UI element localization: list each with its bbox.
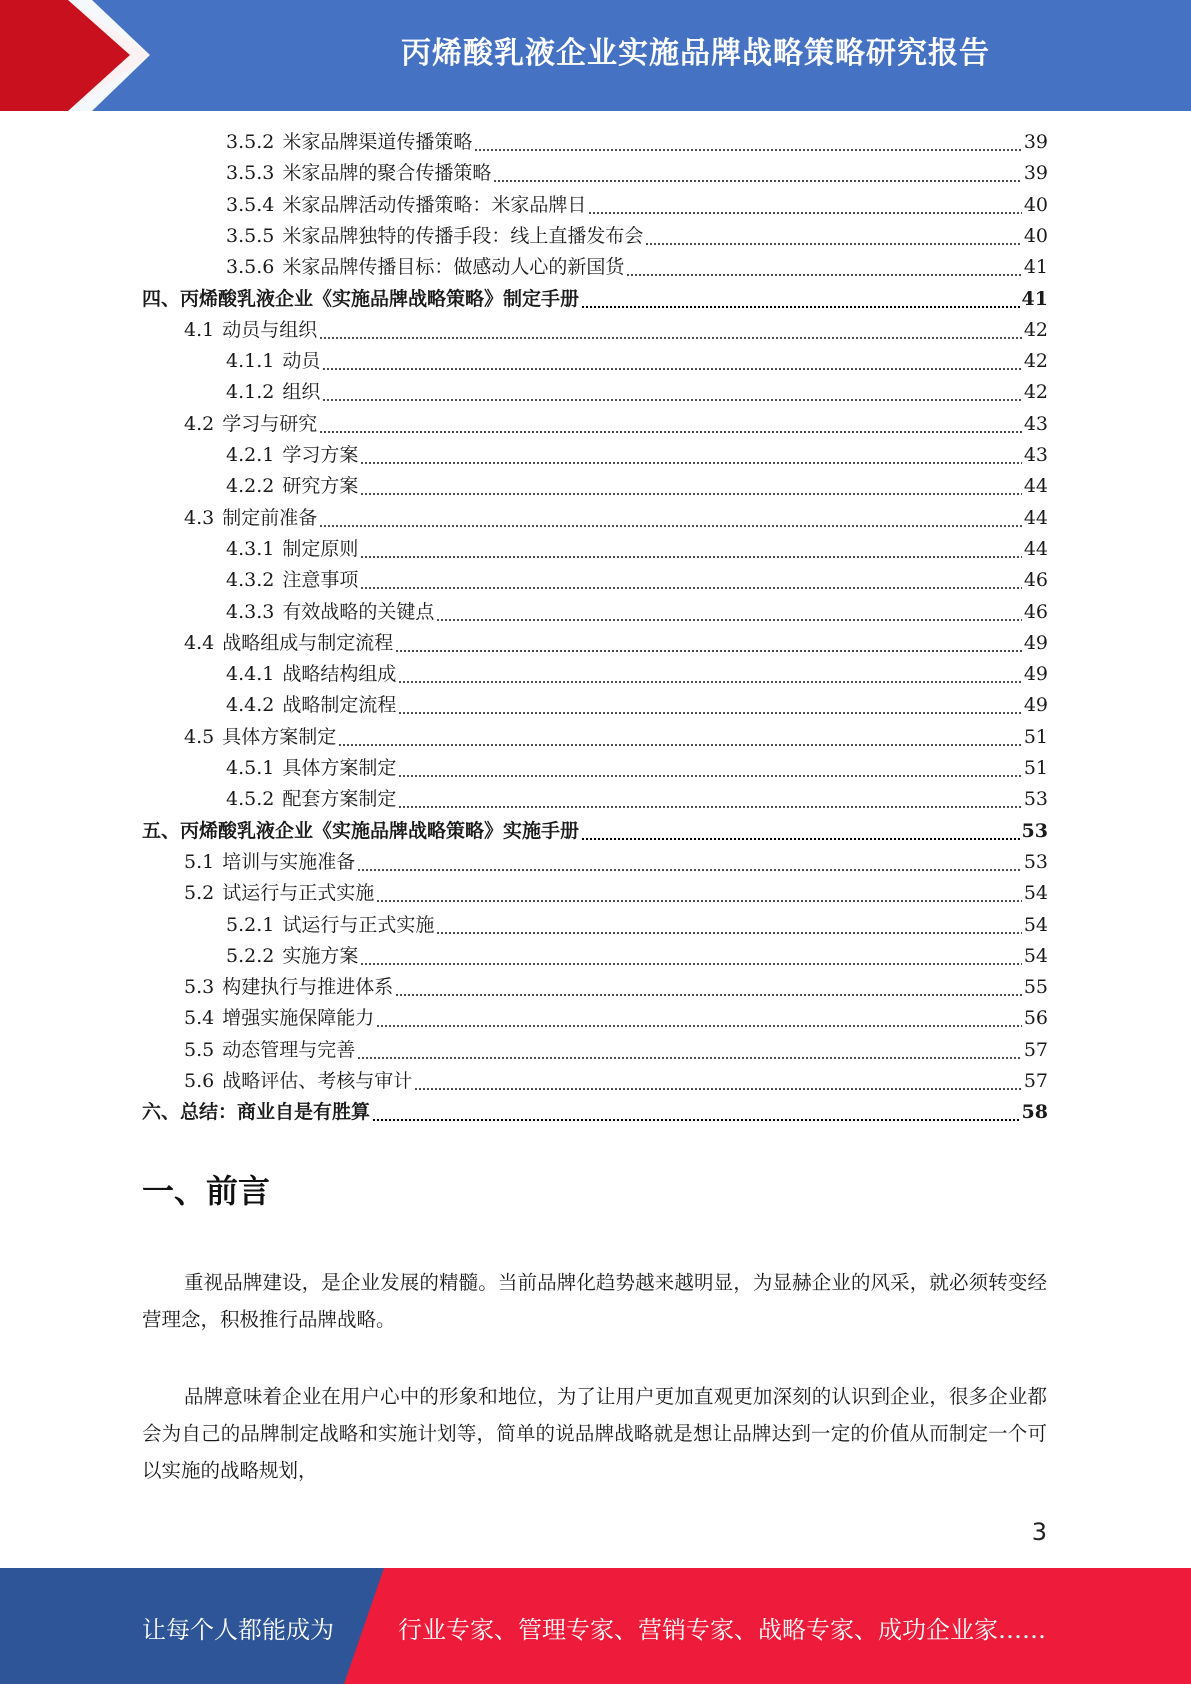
toc-entry-number: 4.3.2 [226, 569, 275, 592]
toc-dot-leader [398, 775, 1021, 777]
toc-entry[interactable] [142, 1097, 1048, 1128]
toc-entry-label [226, 941, 358, 972]
toc-entry-label [184, 878, 374, 909]
toc-entry-label [184, 847, 355, 878]
toc-entry-title: 研究方案 [282, 475, 359, 498]
toc-entry-number: 5.2 [184, 882, 215, 905]
toc-entry[interactable] [226, 221, 1048, 252]
toc-entry-number: 4.1 [184, 318, 215, 341]
toc-entry-page: 39 [1023, 162, 1048, 185]
toc-dot-leader [360, 462, 1021, 464]
toc-dot-leader [360, 963, 1021, 965]
toc-dot-leader [493, 180, 1021, 182]
toc-entry[interactable] [184, 878, 1048, 909]
toc-entry-page: 53 [1021, 819, 1048, 842]
toc-entry-number: 5.6 [184, 1070, 215, 1092]
toc-entry[interactable] [226, 471, 1048, 502]
toc-entry-page: 51 [1023, 757, 1048, 779]
toc-entry-number: 3.5.5 [226, 224, 275, 247]
toc-entry[interactable] [226, 158, 1048, 189]
toc-entry[interactable] [226, 784, 1048, 815]
toc-entry[interactable] [184, 628, 1048, 659]
toc-entry-title: 具体方案制定 [222, 725, 337, 748]
toc-dot-leader [372, 1119, 1020, 1121]
toc-entry-page: 55 [1023, 976, 1048, 999]
toc-entry-page: 39 [1023, 131, 1048, 153]
toc-entry-title: 组织 [282, 381, 321, 404]
toc-dot-leader [376, 1025, 1022, 1027]
toc-entry-page: 57 [1023, 1070, 1048, 1092]
paragraph-1: 重视品牌建设，是企业发展的精髓。当前品牌化趋势越来越明显，为显赫企业的风采，就必须转变经营理念，积极推行品牌战略。 [142, 1271, 1047, 1331]
toc-entry-page: 51 [1023, 725, 1048, 748]
toc-entry-label [226, 597, 434, 628]
toc-entry-number: 3.5.6 [226, 256, 275, 279]
toc-entry-number: 4.3.3 [226, 600, 275, 623]
toc-entry-number: 5.5 [184, 1038, 215, 1061]
toc-entry-label [226, 659, 396, 690]
toc-dot-leader [357, 1057, 1022, 1059]
toc-entry-title: 学习方案 [282, 444, 359, 466]
toc-entry-page: 40 [1023, 193, 1048, 216]
toc-entry-page: 44 [1023, 537, 1048, 560]
toc-entry[interactable] [226, 190, 1048, 221]
toc-entry-number: 4.5.2 [226, 788, 275, 811]
toc-entry-title: 制定前准备 [222, 506, 318, 529]
toc-entry-title: 战略评估、考核与审计 [222, 1070, 413, 1092]
toc-entry[interactable] [184, 1035, 1048, 1066]
toc-dot-leader [360, 587, 1021, 589]
toc-entry[interactable] [226, 597, 1048, 628]
toc-entry-title: 有效战略的关键点 [282, 600, 435, 623]
page-footer [0, 1568, 1191, 1684]
toc-entry-page: 42 [1023, 381, 1048, 404]
toc-entry-label [226, 440, 358, 471]
toc-entry-number: 4.1.2 [226, 381, 275, 404]
toc-entry-number: 4.4.2 [226, 694, 275, 717]
toc-dot-leader [376, 900, 1022, 902]
toc-entry-number: 5.2.2 [226, 944, 275, 967]
toc-entry-page: 54 [1023, 882, 1048, 905]
toc-entry[interactable] [226, 252, 1048, 283]
toc-entry[interactable] [226, 941, 1048, 972]
toc-dot-leader [398, 681, 1021, 683]
toc-entry-title: 配套方案制定 [282, 788, 397, 811]
toc-entry-label [226, 910, 434, 941]
section-heading: 一、前言 [142, 1172, 271, 1210]
toc-entry-page: 49 [1023, 694, 1048, 717]
toc-entry-number: 4.2.2 [226, 475, 275, 498]
toc-entry-label [184, 1035, 355, 1066]
toc-entry[interactable] [184, 1003, 1048, 1034]
toc-entry-number: 4.5.1 [226, 757, 275, 779]
toc-entry-label [226, 190, 586, 221]
toc-entry-page: 54 [1023, 944, 1048, 967]
toc-entry-title: 六、总结：商业自是有胜算 [142, 1101, 371, 1124]
footer-slogan-right: 行业专家、管理专家、营销专家、战略专家、成功企业家…… [398, 1616, 1046, 1644]
toc-entry-page: 53 [1023, 850, 1048, 873]
toc-entry-label [226, 471, 358, 502]
toc-entry[interactable] [184, 315, 1048, 346]
toc-entry-page: 46 [1023, 569, 1048, 592]
toc-entry[interactable] [226, 534, 1048, 565]
toc-entry-title: 试运行与正式实施 [282, 913, 435, 936]
toc-entry-title: 制定原则 [282, 537, 359, 560]
toc-entry[interactable] [226, 346, 1048, 377]
toc-dot-leader [319, 525, 1022, 527]
toc-entry-number: 5.3 [184, 976, 215, 999]
toc-entry-title: 培训与实施准备 [222, 850, 356, 873]
toc-entry[interactable] [226, 440, 1048, 471]
header-red-chevron [0, 0, 150, 111]
toc-entry-page: 46 [1023, 600, 1048, 623]
toc-entry-title: 构建执行与推进体系 [222, 976, 394, 999]
toc-entry-title: 米家品牌的聚合传播策略 [282, 162, 492, 185]
toc-dot-leader [338, 744, 1022, 746]
toc-entry-title: 动态管理与完善 [222, 1038, 356, 1061]
toc-entry-label [184, 1003, 374, 1034]
toc-entry-label [184, 972, 393, 1003]
toc-dot-leader [395, 650, 1022, 652]
toc-entry[interactable] [226, 377, 1048, 408]
toc-entry[interactable] [226, 565, 1048, 596]
toc-entry-page: 44 [1023, 475, 1048, 498]
toc-entry-title: 动员 [282, 350, 321, 373]
header-title: 丙烯酸乳液企业实施品牌战略策略研究报告 [401, 36, 990, 71]
toc-entry-label [226, 127, 472, 158]
toc-entry-page: 56 [1023, 1007, 1048, 1030]
toc-entry-number: 3.5.4 [226, 193, 275, 216]
toc-entry-label [142, 816, 579, 847]
page-header [0, 0, 1191, 111]
toc-entry[interactable] [226, 127, 1048, 158]
toc-entry-number: 4.4.1 [226, 663, 275, 686]
toc-entry-title: 具体方案制定 [282, 757, 397, 779]
toc-dot-leader [360, 493, 1021, 495]
toc-entry-number: 3.5.2 [226, 131, 275, 153]
toc-entry-label [184, 503, 317, 534]
toc-entry[interactable] [142, 816, 1048, 847]
toc-entry-page: 40 [1023, 224, 1048, 247]
toc-entry-title: 米家品牌渠道传播策略 [282, 131, 473, 153]
toc-entry-title: 四、丙烯酸乳液企业《实施品牌战略策略》制定手册 [142, 287, 580, 310]
toc-entry-label [226, 690, 396, 721]
toc-entry-title: 战略制定流程 [282, 694, 397, 717]
toc-entry-title: 米家品牌独特的传播手段：线上直播发布会 [282, 224, 644, 247]
toc-entry-label [226, 252, 624, 283]
toc-entry-page: 42 [1023, 318, 1048, 341]
toc-dot-leader [360, 556, 1021, 558]
toc-entry[interactable] [226, 753, 1048, 784]
toc-entry-label [226, 784, 396, 815]
toc-entry-page: 57 [1023, 1038, 1048, 1061]
toc-entry-number: 4.2.1 [226, 444, 275, 466]
toc-dot-leader [588, 212, 1021, 214]
toc-entry[interactable] [184, 972, 1048, 1003]
toc-entry-title: 五、丙烯酸乳液企业《实施品牌战略策略》实施手册 [142, 819, 580, 842]
toc-entry-label [226, 534, 358, 565]
toc-entry-number: 4.3.1 [226, 537, 275, 560]
toc-entry-label [226, 753, 396, 784]
toc-entry[interactable] [184, 409, 1048, 440]
toc-entry-label [226, 346, 320, 377]
toc-entry[interactable] [184, 503, 1048, 534]
toc-entry-label [184, 409, 317, 440]
toc-entry-page: 41 [1023, 256, 1048, 279]
toc-entry-number: 4.3 [184, 506, 215, 529]
toc-entry-title: 试运行与正式实施 [222, 882, 375, 905]
toc-entry-title: 增强实施保障能力 [222, 1007, 375, 1030]
toc-entry-page: 42 [1023, 350, 1048, 373]
toc-entry-page: 53 [1023, 788, 1048, 811]
toc-entry-label [142, 1097, 370, 1128]
toc-entry-page: 49 [1023, 663, 1048, 686]
toc-entry-number: 4.4 [184, 631, 215, 654]
toc-entry-page: 44 [1023, 506, 1048, 529]
page-number: 3 [1031, 1518, 1047, 1546]
toc-entry-label [226, 377, 320, 408]
toc-entry[interactable] [226, 690, 1048, 721]
toc-entry-label [226, 565, 358, 596]
toc-entry-title: 米家品牌传播目标：做感动人心的新国货 [282, 256, 625, 279]
toc-entry-title: 战略结构组成 [282, 663, 397, 686]
toc-entry[interactable] [184, 847, 1048, 878]
toc-entry-label [226, 221, 643, 252]
toc-entry-title: 米家品牌活动传播策略：米家品牌日 [282, 193, 587, 216]
toc-dot-leader [319, 431, 1022, 433]
toc-entry-title: 战略组成与制定流程 [222, 631, 394, 654]
toc-entry-page: 43 [1023, 412, 1048, 435]
toc-entry-page: 58 [1021, 1101, 1048, 1124]
toc-entry-label [184, 315, 317, 346]
footer-slogan-left: 让每个人都能成为 [142, 1616, 334, 1644]
toc-entry-title: 注意事项 [282, 569, 359, 592]
toc-entry[interactable] [184, 722, 1048, 753]
toc-dot-leader [414, 1088, 1022, 1090]
toc-dot-leader [581, 306, 1020, 308]
toc-entry-title: 实施方案 [282, 944, 359, 967]
toc-entry-page: 41 [1021, 287, 1048, 310]
toc-entry-page: 54 [1023, 913, 1048, 936]
toc-entry-page: 49 [1023, 631, 1048, 654]
toc-entry-number: 5.1 [184, 850, 215, 873]
toc-entry-number: 4.1.1 [226, 350, 275, 373]
toc-entry-title: 动员与组织 [222, 318, 318, 341]
toc-dot-leader [436, 619, 1021, 621]
toc-entry-label [184, 628, 393, 659]
toc-dot-leader [398, 712, 1021, 714]
toc-dot-leader [319, 337, 1022, 339]
toc-entry-page: 43 [1023, 444, 1048, 466]
toc-entry-number: 4.2 [184, 412, 215, 435]
toc-dot-leader [322, 368, 1021, 370]
toc-entry[interactable] [142, 284, 1048, 315]
toc-entry[interactable] [226, 910, 1048, 941]
paragraph-2: 品牌意味着企业在用户心中的形象和地位，为了让用户更加直观更加深刻的认识到企业，很多企业都会为自己的品牌制定战略和实施计划等，简单的说品牌战略就是想让品牌达到一定的价值从而制定一个可以实施的战略规划， [142, 1385, 1047, 1482]
toc-dot-leader [581, 838, 1020, 840]
toc-entry-number: 5.2.1 [226, 913, 275, 936]
toc-dot-leader [322, 399, 1021, 401]
toc-dot-leader [436, 932, 1021, 934]
toc-dot-leader [398, 806, 1021, 808]
toc-entry-title: 学习与研究 [222, 412, 318, 435]
toc-entry[interactable] [184, 1066, 1048, 1097]
toc-entry-number: 5.4 [184, 1007, 215, 1030]
toc-entry-number: 4.5 [184, 725, 215, 748]
toc-dot-leader [474, 149, 1021, 151]
toc-entry-label [184, 722, 336, 753]
toc-entry-number: 3.5.3 [226, 162, 275, 185]
toc-entry-label [184, 1066, 412, 1097]
toc-dot-leader [395, 994, 1022, 996]
toc-dot-leader [357, 869, 1022, 871]
toc-dot-leader [645, 243, 1021, 245]
toc-entry[interactable] [226, 659, 1048, 690]
toc-entry-label [142, 284, 579, 315]
toc-entry-label [226, 158, 491, 189]
toc-dot-leader [626, 274, 1021, 276]
